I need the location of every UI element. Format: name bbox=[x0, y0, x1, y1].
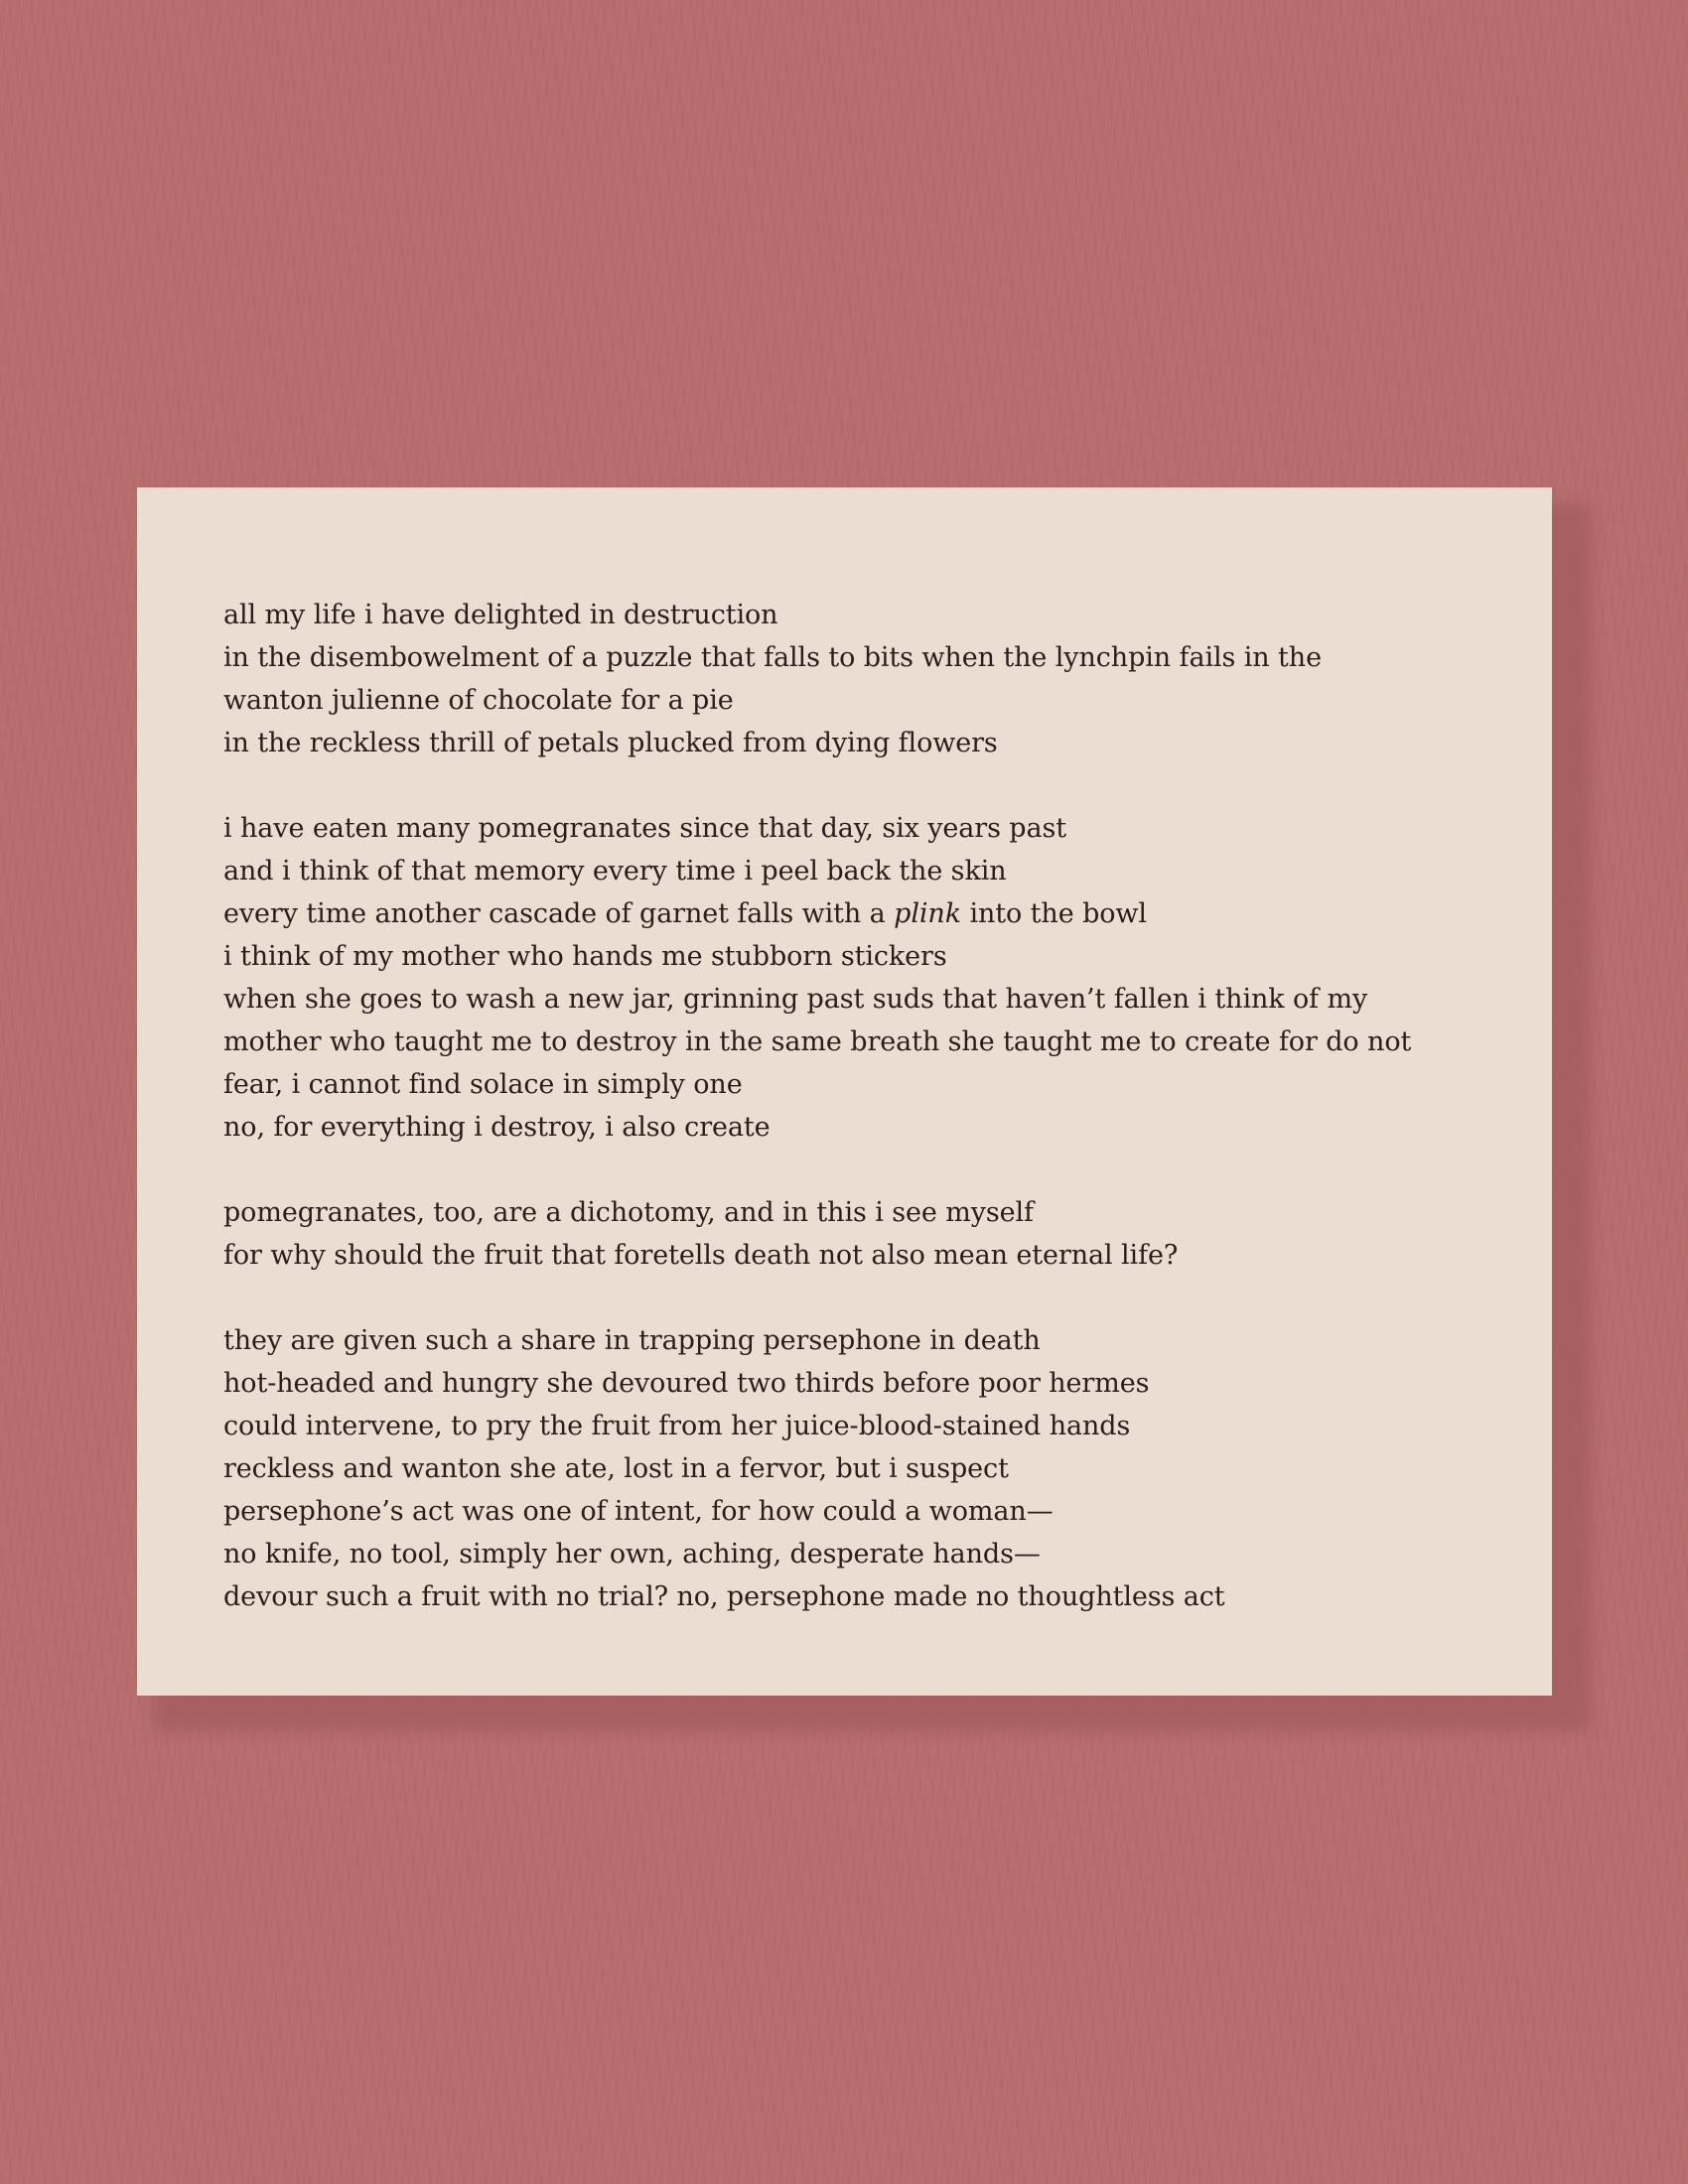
italic-word: plink bbox=[894, 898, 961, 929]
poem-line: pomegranates, too, are a dichotomy, and in this i see myself bbox=[223, 1197, 1034, 1228]
poem-line: i have eaten many pomegranates since that day, six years past bbox=[223, 813, 1066, 844]
poem-line: hot-headed and hungry she devoured two thirds before poor hermes bbox=[223, 1368, 1150, 1399]
stanza-1 bbox=[223, 594, 1552, 764]
poem-line: could intervene, to pry the fruit from her juice-blood-stained hands bbox=[223, 1411, 1131, 1441]
poem-line: for why should the fruit that foretells death not also mean eternal life? bbox=[223, 1240, 1179, 1271]
poem-line: reckless and wanton she ate, lost in a fervor, but i suspect bbox=[223, 1453, 1009, 1484]
poem-line: fear, i cannot find solace in simply one bbox=[223, 1069, 743, 1100]
poem-line: mother who taught me to destroy in the same breath she taught me to create for do not bbox=[223, 1026, 1412, 1057]
stanza-2 bbox=[223, 807, 1552, 1149]
poem-line: no knife, no tool, simply her own, aching, desperate hands— bbox=[223, 1539, 1041, 1570]
poem-line-text: every time another cascade of garnet falls with a bbox=[223, 898, 895, 929]
poem-line: when she goes to wash a new jar, grinning past suds that haven’t fallen i think of my bbox=[223, 984, 1368, 1015]
poem-line: in the reckless thrill of petals plucked from dying flowers bbox=[223, 728, 998, 758]
poem-line: in the disembowelment of a puzzle that falls to bits when the lynchpin fails in the bbox=[223, 642, 1322, 673]
poem-line: devour such a fruit with no trial? no, persephone made no thoughtless act bbox=[223, 1581, 1225, 1612]
poem-line: all my life i have delighted in destruction bbox=[223, 600, 778, 630]
stanza-3 bbox=[223, 1191, 1552, 1277]
poem-card bbox=[137, 487, 1552, 1696]
poem-line: i think of my mother who hands me stubborn stickers bbox=[223, 941, 947, 972]
poem-line-text: into the bowl bbox=[960, 898, 1147, 929]
poem-line: persephone’s act was one of intent, for how could a woman— bbox=[223, 1496, 1054, 1527]
poem-line: and i think of that memory every time i peel back the skin bbox=[223, 856, 1007, 887]
poem-line: no, for everything i destroy, i also create bbox=[223, 1112, 771, 1143]
poem-line: they are given such a share in trapping persephone in death bbox=[223, 1325, 1041, 1356]
poem-line bbox=[223, 892, 1552, 935]
poem-line: wanton julienne of chocolate for a pie bbox=[223, 685, 734, 716]
stanza-4 bbox=[223, 1319, 1552, 1618]
